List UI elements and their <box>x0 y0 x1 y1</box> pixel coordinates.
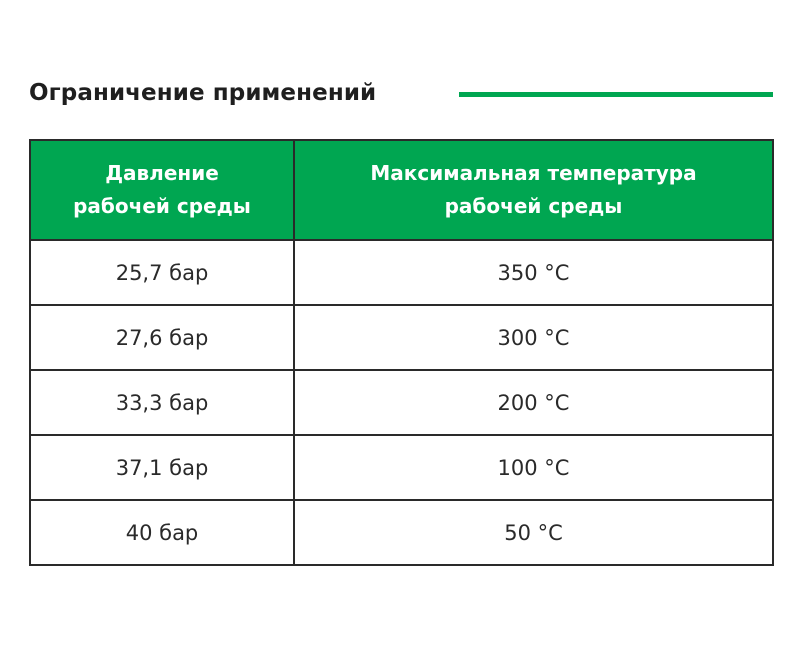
temperature-cell: 50 °C <box>294 500 773 565</box>
section-title: Ограничение применений <box>29 80 377 106</box>
column-header-temperature <box>294 140 773 240</box>
pressure-cell: 33,3 бар <box>30 370 294 435</box>
table-row <box>30 435 773 500</box>
table-row <box>30 240 773 305</box>
pressure-cell: 40 бар <box>30 500 294 565</box>
temperature-cell: 200 °C <box>294 370 773 435</box>
pressure-cell: 25,7 бар <box>30 240 294 305</box>
column-header-line: рабочей среды <box>73 194 251 218</box>
table-row <box>30 305 773 370</box>
column-header-line: рабочей среды <box>444 194 623 218</box>
temperature-cell: 350 °C <box>294 240 773 305</box>
temperature-cell: 300 °C <box>294 305 773 370</box>
pressure-cell: 27,6 бар <box>30 305 294 370</box>
column-header-line: Максимальная температура <box>370 161 697 185</box>
pressure-cell: 37,1 бар <box>30 435 294 500</box>
column-header-pressure <box>30 140 294 240</box>
column-header-line: Давление <box>105 161 219 185</box>
title-accent-line <box>459 92 773 97</box>
table-header-row <box>30 140 773 240</box>
temperature-cell: 100 °C <box>294 435 773 500</box>
limits-table <box>29 139 774 566</box>
table-row <box>30 370 773 435</box>
table-row <box>30 500 773 565</box>
